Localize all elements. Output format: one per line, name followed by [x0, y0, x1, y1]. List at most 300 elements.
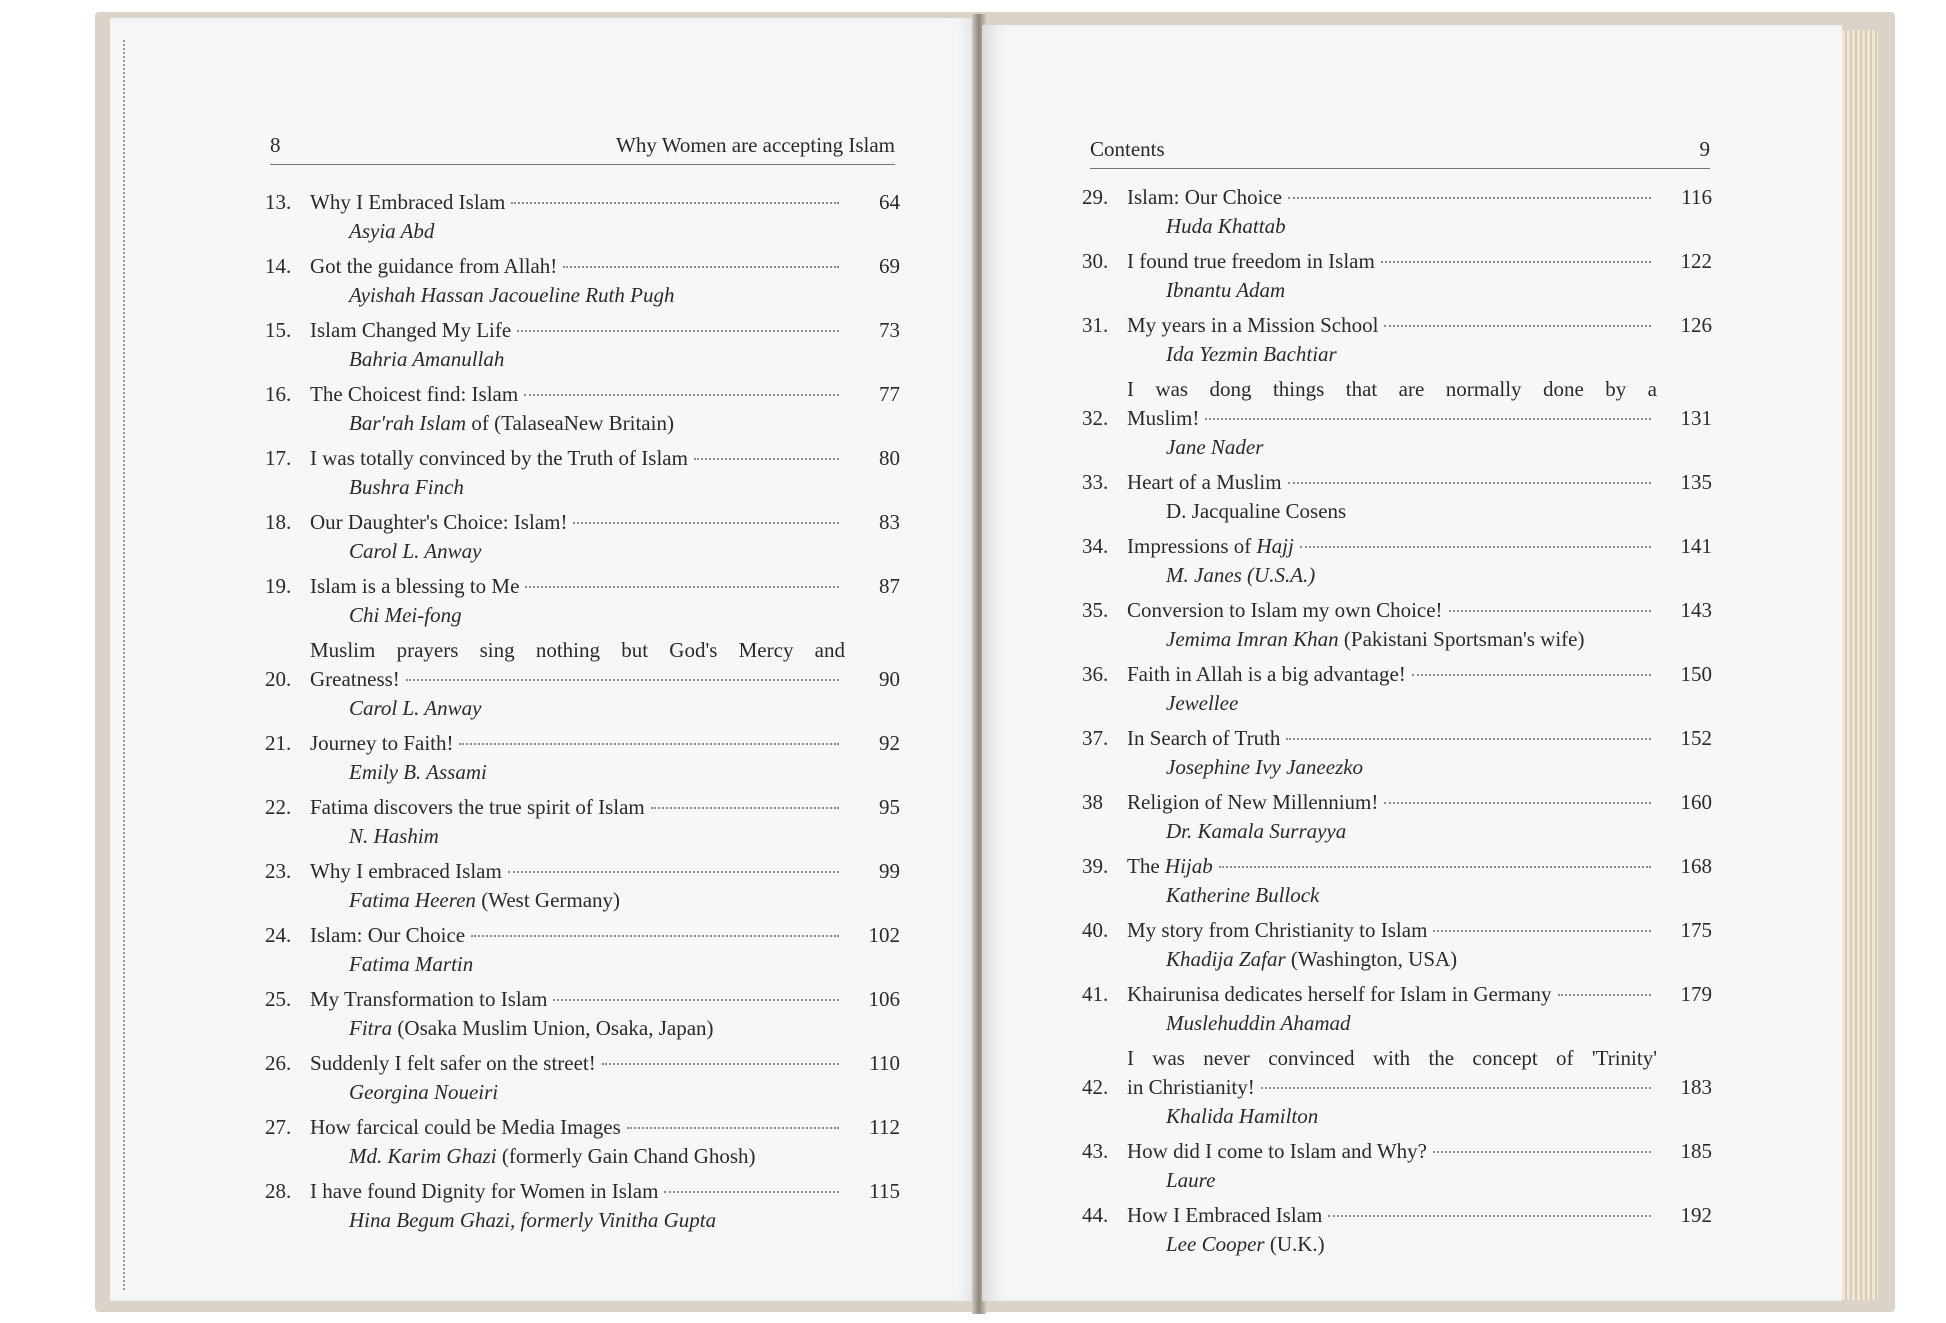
right-page	[982, 25, 1842, 1301]
entry-author: Khalida Hamilton	[1166, 1104, 1319, 1128]
entry-title	[1127, 1201, 1657, 1230]
entry-title-line1: I was dong things that are normally done by a	[1127, 377, 1657, 401]
toc-entry	[265, 188, 900, 246]
entry-author-note: (Washington, USA)	[1285, 947, 1458, 971]
entry-title-text: Conversion to Islam my own Choice!	[1127, 598, 1443, 622]
entry-author-line	[265, 1078, 900, 1107]
entry-title	[310, 380, 845, 409]
dot-leader	[563, 266, 839, 268]
toc-entry-row	[265, 508, 900, 537]
entry-number: 44.	[1082, 1203, 1109, 1227]
dot-leader	[573, 522, 839, 524]
entry-title	[1127, 311, 1657, 340]
entry-title	[310, 985, 845, 1014]
toc-entry-row	[265, 921, 900, 950]
entry-page: 102	[868, 923, 900, 947]
dot-leader	[1558, 994, 1651, 996]
entry-page: 160	[1680, 790, 1712, 814]
toc-entry	[1082, 852, 1712, 910]
entry-author-note: (Pakistani Sportsman's wife)	[1338, 627, 1585, 651]
entry-title	[310, 857, 845, 886]
dot-leader	[1433, 1151, 1651, 1153]
toc-entry-row	[1082, 532, 1712, 561]
dot-leader	[406, 679, 839, 681]
entry-title	[1127, 660, 1657, 689]
toc-entry	[265, 985, 900, 1043]
entry-number: 26.	[265, 1051, 292, 1075]
entry-page: 150	[1680, 662, 1712, 686]
entry-number: 23.	[265, 859, 292, 883]
entry-page: 73	[879, 318, 900, 342]
toc-entry	[265, 444, 900, 502]
toc-entry	[1082, 596, 1712, 654]
toc-entry-row	[265, 444, 900, 473]
entry-title-line2-row	[310, 665, 845, 694]
entry-author-line	[265, 1142, 900, 1171]
entry-page: 152	[1680, 726, 1712, 750]
toc-entry-row	[1082, 311, 1712, 340]
dot-leader	[1449, 610, 1651, 612]
toc-entry-row	[1082, 468, 1712, 497]
entry-number: 15.	[265, 318, 292, 342]
entry-author: Bushra Finch	[349, 475, 464, 499]
entry-page: 106	[868, 987, 900, 1011]
entry-title	[310, 252, 845, 281]
entry-title-em: Hajj	[1256, 534, 1294, 558]
entry-number: 35.	[1082, 598, 1109, 622]
entry-title-text: How farcical could be Media Images	[310, 1115, 621, 1139]
toc-entry	[1082, 1201, 1712, 1259]
entry-title-text: Religion of New Millennium!	[1127, 790, 1379, 814]
entry-author-note: (formerly Gain Chand Ghosh)	[496, 1144, 756, 1168]
entry-page: 126	[1680, 313, 1712, 337]
entry-title	[1127, 532, 1657, 561]
right-running-title: Contents	[1090, 137, 1165, 161]
entry-author: N. Hashim	[349, 824, 439, 848]
entry-author-line	[1082, 340, 1712, 369]
entry-number: 36.	[1082, 662, 1109, 686]
entry-title-text: Heart of a Muslim	[1127, 470, 1282, 494]
entry-title-text: Why I Embraced Islam	[310, 190, 506, 214]
entry-author: Lee Cooper	[1166, 1232, 1265, 1256]
entry-number: 37.	[1082, 726, 1109, 750]
toc-entry-row	[265, 1113, 900, 1142]
dot-leader	[1384, 802, 1651, 804]
entry-title	[310, 1049, 845, 1078]
toc-entry	[1082, 183, 1712, 241]
entry-number: 18.	[265, 510, 292, 534]
entry-page: 135	[1680, 470, 1712, 494]
entry-author-note: of (TalaseaNew Britain)	[466, 411, 674, 435]
entry-author-line	[1082, 753, 1712, 782]
entry-number: 16.	[265, 382, 292, 406]
right-page-number: 9	[1699, 137, 1710, 161]
dot-leader	[664, 1191, 839, 1193]
entry-title-text: Faith in Allah is a big advantage!	[1127, 662, 1406, 686]
left-page-number: 8	[270, 133, 281, 157]
dot-leader	[1219, 866, 1651, 868]
entry-title-text: Fatima discovers the true spirit of Islam	[310, 795, 645, 819]
entry-author-note: (U.K.)	[1264, 1232, 1325, 1256]
entry-author: Josephine Ivy Janeezko	[1166, 755, 1364, 779]
entry-page: 143	[1680, 598, 1712, 622]
entry-title-text: I found true freedom in Islam	[1127, 249, 1375, 273]
dot-leader	[1286, 738, 1651, 740]
entry-author-line	[1082, 689, 1712, 718]
entry-author: Ayishah Hassan Jacoueline Ruth Pugh	[349, 283, 675, 307]
entry-title-line1: I was never convinced with the concept of 'Trinity'	[1127, 1046, 1657, 1070]
toc-entry	[1082, 468, 1712, 526]
entry-title-text: My Transformation to Islam	[310, 987, 548, 1011]
entry-author-line	[1082, 276, 1712, 305]
toc-entry	[1082, 1044, 1712, 1131]
left-running-title: Why Women are accepting Islam	[616, 133, 895, 157]
entry-title-text: My years in a Mission School	[1127, 313, 1379, 337]
entry-page: 92	[879, 731, 900, 755]
dot-leader	[1381, 261, 1651, 263]
entry-title	[1127, 724, 1657, 753]
entry-title	[310, 921, 845, 950]
entry-number: 28.	[265, 1179, 292, 1203]
entry-page: 80	[879, 446, 900, 470]
entry-page: 69	[879, 254, 900, 278]
entry-title	[310, 1113, 845, 1142]
entry-author-line	[1082, 881, 1712, 910]
entry-title-text: My story from Christianity to Islam	[1127, 918, 1428, 942]
entry-page: 179	[1680, 982, 1712, 1006]
entry-page: 122	[1680, 249, 1712, 273]
dot-leader	[471, 935, 839, 937]
entry-title-line2: Greatness!	[310, 667, 400, 691]
entry-page: 131	[1680, 406, 1712, 430]
entry-number: 42.	[1082, 1075, 1109, 1099]
toc-entry	[1082, 980, 1712, 1038]
toc-entry-row	[1082, 660, 1712, 689]
toc-entry	[1082, 724, 1712, 782]
toc-entry-row	[1082, 788, 1712, 817]
entry-author: Md. Karim Ghazi	[349, 1144, 497, 1168]
toc-entry	[265, 508, 900, 566]
dot-leader	[627, 1127, 839, 1129]
entry-number: 19.	[265, 574, 292, 598]
entry-title-line2: Muslim!	[1127, 406, 1200, 430]
entry-author-line	[265, 281, 900, 310]
toc-entry-row	[265, 572, 900, 601]
toc-entry-row	[265, 316, 900, 345]
entry-title	[310, 729, 845, 758]
entry-author-line	[1082, 1102, 1712, 1131]
entry-author-line	[265, 822, 900, 851]
entry-title	[1127, 916, 1657, 945]
toc-entry-row	[1082, 183, 1712, 212]
toc-entry	[265, 1113, 900, 1171]
dot-leader	[553, 999, 839, 1001]
entry-number: 25.	[265, 987, 292, 1011]
entry-number: 39.	[1082, 854, 1109, 878]
entry-number: 40.	[1082, 918, 1109, 942]
entry-title-block	[1127, 375, 1657, 433]
entry-page: 115	[869, 1179, 900, 1203]
entry-title	[310, 1177, 845, 1206]
entry-author-note: (West Germany)	[475, 888, 621, 912]
entry-author-line	[265, 473, 900, 502]
entry-title-line2-row	[1127, 1073, 1657, 1102]
entry-author-line	[1082, 625, 1712, 654]
entry-page: 183	[1680, 1075, 1712, 1099]
toc-entry-row	[1082, 1137, 1712, 1166]
entry-author: Chi Mei-fong	[349, 603, 462, 627]
entry-author-line	[1082, 1009, 1712, 1038]
entry-title-block	[310, 636, 845, 694]
entry-number: 22.	[265, 795, 292, 819]
toc-entry	[265, 857, 900, 915]
entry-title-text	[1127, 532, 1294, 561]
entry-title-text: How I Embraced Islam	[1127, 1203, 1323, 1227]
entry-number: 38	[1082, 790, 1103, 814]
entry-title	[1127, 183, 1657, 212]
entry-author: Carol L. Anway	[349, 539, 482, 563]
dot-leader	[651, 807, 839, 809]
entry-author: Fatima Martin	[349, 952, 474, 976]
entry-page: 116	[1681, 185, 1712, 209]
entry-author-line	[1082, 561, 1712, 590]
toc-entry-row	[1082, 1201, 1712, 1230]
entry-number: 31.	[1082, 313, 1109, 337]
entry-author: Ida Yezmin Bachtiar	[1166, 342, 1337, 366]
entry-title	[310, 793, 845, 822]
entry-author-line	[1082, 433, 1712, 462]
entry-number: 29.	[1082, 185, 1109, 209]
toc-entry	[265, 636, 900, 723]
entry-author-line	[265, 886, 900, 915]
entry-title	[1127, 852, 1657, 881]
dot-leader	[524, 394, 839, 396]
dot-leader	[1288, 197, 1651, 199]
toc-entry	[265, 729, 900, 787]
entry-number: 33.	[1082, 470, 1109, 494]
entry-title	[310, 444, 845, 473]
entry-title	[310, 316, 845, 345]
entry-title-line2-row	[1127, 404, 1657, 433]
entry-title-text	[1127, 852, 1213, 881]
entry-author: Hina Begum Ghazi, formerly Vinitha Gupta	[349, 1208, 717, 1232]
entry-title-line2: in Christianity!	[1127, 1075, 1255, 1099]
toc-entry	[1082, 916, 1712, 974]
entry-number: 30.	[1082, 249, 1109, 273]
entry-page: 185	[1680, 1139, 1712, 1163]
entry-page: 141	[1680, 534, 1712, 558]
dot-leader	[1328, 1215, 1651, 1217]
entry-page: 95	[879, 795, 900, 819]
entry-title	[1127, 980, 1657, 1009]
entry-title	[310, 508, 845, 537]
entry-title-text: Why I embraced Islam	[310, 859, 502, 883]
toc-entry-row	[1082, 980, 1712, 1009]
entry-title	[1127, 788, 1657, 817]
toc-entry-row	[1082, 724, 1712, 753]
entry-number: 20.	[265, 667, 292, 691]
entry-author-note: D. Jacqualine Cosens	[1166, 499, 1347, 523]
entry-page: 99	[879, 859, 900, 883]
entry-number: 21.	[265, 731, 292, 755]
entry-author-line	[1082, 1230, 1712, 1259]
entry-author: Jewellee	[1166, 691, 1239, 715]
toc-entry-row	[1082, 1044, 1712, 1102]
dot-leader	[511, 202, 839, 204]
toc-entry	[265, 921, 900, 979]
entry-title-text: I was totally convinced by the Truth of Islam	[310, 446, 688, 470]
entry-page: 87	[879, 574, 900, 598]
toc-entry	[265, 1177, 900, 1235]
toc-entry-row	[1082, 247, 1712, 276]
entry-title-text: In Search of Truth	[1127, 726, 1281, 750]
right-toc	[1082, 183, 1712, 1265]
dot-leader	[1433, 930, 1651, 932]
entry-title-text: Suddenly I felt safer on the street!	[310, 1051, 596, 1075]
dot-leader	[1300, 546, 1651, 548]
dot-leader	[1205, 418, 1651, 420]
entry-title-text: Khairunisa dedicates herself for Islam in Germany	[1127, 982, 1552, 1006]
entry-number: 24.	[265, 923, 292, 947]
toc-entry	[265, 572, 900, 630]
entry-title-text: Islam Changed My Life	[310, 318, 512, 342]
entry-number: 32.	[1082, 406, 1109, 430]
entry-author: Ibnantu Adam	[1166, 278, 1286, 302]
toc-entry-row	[1082, 916, 1712, 945]
entry-author: Khadija Zafar	[1166, 947, 1286, 971]
entry-author: Bahria Amanullah	[349, 347, 505, 371]
toc-entry-row	[265, 729, 900, 758]
dot-leader	[694, 458, 839, 460]
entry-author-line	[265, 758, 900, 787]
toc-entry	[265, 316, 900, 374]
entry-number: 13.	[265, 190, 292, 214]
toc-entry-row	[265, 636, 900, 694]
dot-leader	[459, 743, 839, 745]
entry-title-text: The Choicest find: Islam	[310, 382, 519, 406]
entry-title-text: I have found Dignity for Women in Islam	[310, 1179, 659, 1203]
toc-entry-row	[1082, 852, 1712, 881]
entry-number: 43.	[1082, 1139, 1109, 1163]
entry-author: Emily B. Assami	[349, 760, 487, 784]
toc-entry	[265, 793, 900, 851]
entry-author: Georgina Noueiri	[349, 1080, 499, 1104]
entry-author-line	[1082, 1166, 1712, 1195]
dot-leader	[1384, 325, 1651, 327]
entry-title-text: Islam is a blessing to Me	[310, 574, 520, 598]
toc-entry	[1082, 311, 1712, 369]
entry-number: 17.	[265, 446, 292, 470]
dot-leader	[508, 871, 839, 873]
entry-title-pre: The	[1127, 854, 1165, 878]
entry-title	[310, 572, 845, 601]
dot-leader	[602, 1063, 839, 1065]
toc-entry-row	[265, 793, 900, 822]
entry-page: 64	[879, 190, 900, 214]
toc-entry	[1082, 660, 1712, 718]
entry-page: 168	[1680, 854, 1712, 878]
entry-page: 83	[879, 510, 900, 534]
entry-title-text: Our Daughter's Choice: Islam!	[310, 510, 568, 534]
entry-page: 110	[869, 1051, 900, 1075]
entry-title-em: Hijab	[1164, 854, 1213, 878]
entry-number: 34.	[1082, 534, 1109, 558]
entry-author-line	[1082, 212, 1712, 241]
entry-author-line	[265, 950, 900, 979]
entry-title-pre: Impressions of	[1127, 534, 1257, 558]
entry-page: 90	[879, 667, 900, 691]
entry-author-line	[1082, 497, 1712, 526]
entry-author: Jemima Imran Khan	[1166, 627, 1339, 651]
page-edges	[1842, 30, 1878, 1300]
entry-title-text: Islam: Our Choice	[310, 923, 466, 947]
entry-author-note: (Osaka Muslim Union, Osaka, Japan)	[392, 1016, 714, 1040]
right-header	[1090, 137, 1710, 169]
toc-entry-row	[265, 252, 900, 281]
entry-page: 77	[879, 382, 900, 406]
entry-number: 14.	[265, 254, 292, 278]
entry-author-line	[265, 345, 900, 374]
entry-author-line	[265, 409, 900, 438]
toc-entry	[1082, 1137, 1712, 1195]
toc-entry	[1082, 375, 1712, 462]
toc-entry	[265, 380, 900, 438]
toc-entry	[1082, 532, 1712, 590]
entry-author: Carol L. Anway	[349, 696, 482, 720]
dot-leader	[1261, 1087, 1651, 1089]
entry-author-line	[265, 217, 900, 246]
entry-title	[1127, 247, 1657, 276]
entry-author-line	[265, 1206, 900, 1235]
entry-author-line	[265, 537, 900, 566]
toc-entry-row	[265, 1049, 900, 1078]
toc-entry-row	[265, 188, 900, 217]
toc-entry	[265, 1049, 900, 1107]
entry-title-text: Journey to Faith!	[310, 731, 454, 755]
toc-entry-row	[265, 380, 900, 409]
entry-author: Asyia Abd	[349, 219, 435, 243]
entry-author: M. Janes (U.S.A.)	[1166, 563, 1316, 587]
entry-number: 27.	[265, 1115, 292, 1139]
entry-author: Katherine Bullock	[1166, 883, 1320, 907]
entry-number: 41.	[1082, 982, 1109, 1006]
entry-title-text: Got the guidance from Allah!	[310, 254, 558, 278]
entry-author: Huda Khattab	[1166, 214, 1286, 238]
entry-page: 175	[1680, 918, 1712, 942]
entry-title-text: Islam: Our Choice	[1127, 185, 1283, 209]
entry-author-line	[265, 1014, 900, 1043]
entry-title	[1127, 468, 1657, 497]
entry-page: 192	[1680, 1203, 1712, 1227]
toc-entry-row	[265, 857, 900, 886]
dot-leader	[517, 330, 839, 332]
entry-author-line	[1082, 817, 1712, 846]
entry-author-line	[1082, 945, 1712, 974]
entry-title-block	[1127, 1044, 1657, 1102]
entry-title-line1: Muslim prayers sing nothing but God's Mercy and	[310, 638, 845, 662]
entry-author-line	[265, 694, 900, 723]
left-page	[110, 18, 980, 1301]
dot-leader	[525, 586, 839, 588]
entry-title-text: How did I come to Islam and Why?	[1127, 1139, 1427, 1163]
entry-author: Bar'rah Islam	[349, 411, 467, 435]
entry-title	[1127, 1137, 1657, 1166]
toc-entry	[265, 252, 900, 310]
entry-author: Fatima Heeren	[349, 888, 476, 912]
entry-title	[1127, 596, 1657, 625]
toc-entry	[1082, 247, 1712, 305]
entry-author: Jane Nader	[1166, 435, 1264, 459]
